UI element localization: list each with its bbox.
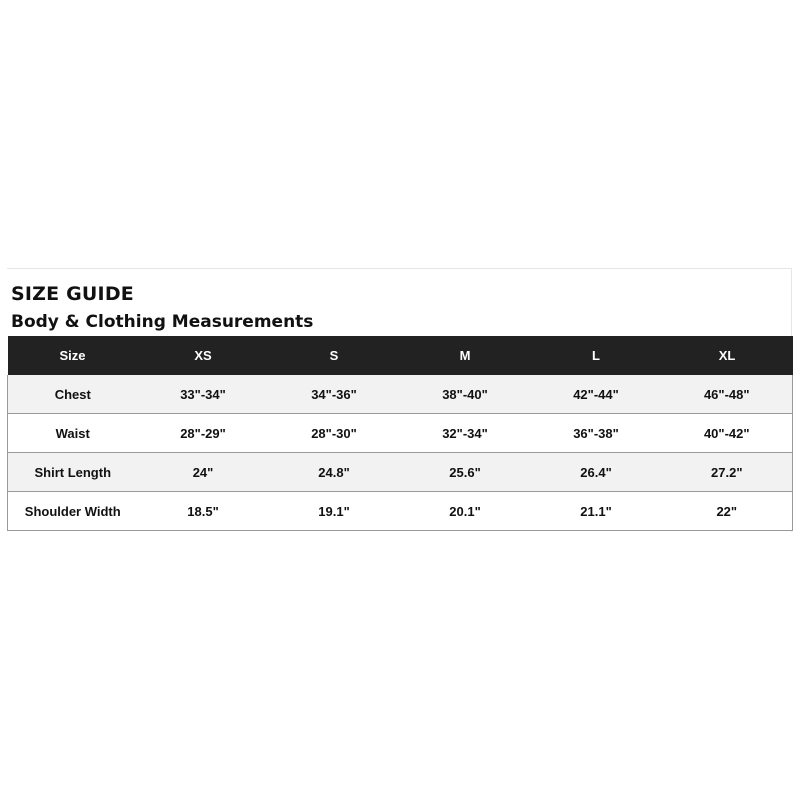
table-cell: 46"-48"	[662, 375, 793, 414]
table-row-shoulder-width	[8, 492, 793, 531]
table-row-chest	[8, 375, 793, 414]
table-row-shirt-length	[8, 453, 793, 492]
table-header-row	[8, 336, 793, 375]
header-cell-xs: XS	[138, 336, 269, 375]
header-cell-l: L	[531, 336, 662, 375]
size-guide	[7, 268, 792, 532]
table-cell: 27.2"	[662, 453, 793, 492]
header-cell-xl: XL	[662, 336, 793, 375]
table-row-waist	[8, 414, 793, 453]
table-cell: 19.1"	[269, 492, 400, 531]
row-label: Shoulder Width	[8, 492, 138, 531]
table-cell: 18.5"	[138, 492, 269, 531]
table-cell: 34"-36"	[269, 375, 400, 414]
table-cell: 26.4"	[531, 453, 662, 492]
table-cell: 25.6"	[400, 453, 531, 492]
page-title: SIZE GUIDE	[11, 283, 134, 305]
table-cell: 38"-40"	[400, 375, 531, 414]
row-label: Shirt Length	[8, 453, 138, 492]
header-cell-s: S	[269, 336, 400, 375]
table-cell: 20.1"	[400, 492, 531, 531]
table-cell: 42"-44"	[531, 375, 662, 414]
header-cell-m: M	[400, 336, 531, 375]
header-cell-size: Size	[8, 336, 138, 375]
table-cell: 33"-34"	[138, 375, 269, 414]
table-cell: 28"-29"	[138, 414, 269, 453]
table-cell: 28"-30"	[269, 414, 400, 453]
table-cell: 32"-34"	[400, 414, 531, 453]
table-cell: 22"	[662, 492, 793, 531]
table-cell: 36"-38"	[531, 414, 662, 453]
table-cell: 40"-42"	[662, 414, 793, 453]
page-subtitle: Body & Clothing Measurements	[11, 312, 314, 332]
row-label: Chest	[8, 375, 138, 414]
table-cell: 24.8"	[269, 453, 400, 492]
table-cell: 21.1"	[531, 492, 662, 531]
row-label: Waist	[8, 414, 138, 453]
table-cell: 24"	[138, 453, 269, 492]
size-table	[7, 336, 793, 531]
